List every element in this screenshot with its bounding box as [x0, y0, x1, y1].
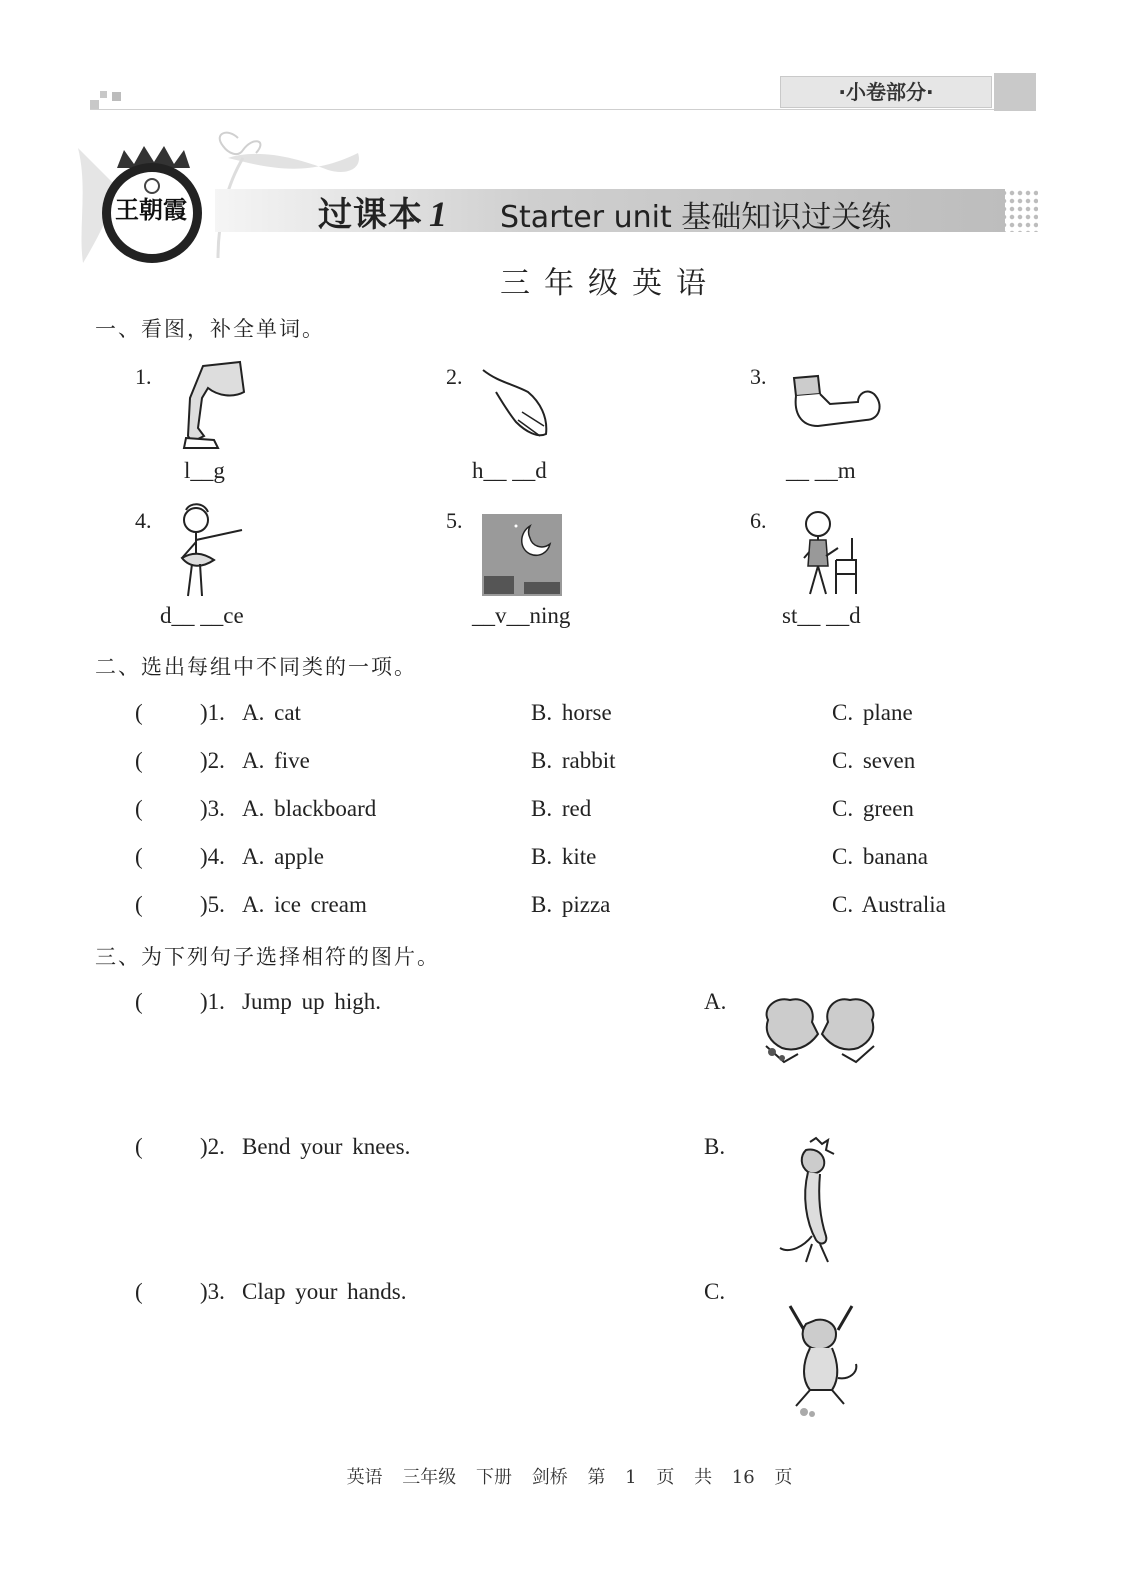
page-subtitle: 三年级英语 — [500, 266, 720, 301]
option-a: A. cat — [242, 700, 301, 725]
s1-item-number: 1. — [135, 364, 152, 389]
s1-item-number: 2. — [446, 364, 463, 389]
two-lions-clapping-icon — [758, 990, 882, 1070]
question-number: )2. — [200, 748, 225, 773]
question-number: )5. — [200, 892, 225, 917]
option-a: A. apple — [242, 844, 324, 869]
option-b: B. kite — [531, 844, 597, 869]
option-a: A. blackboard — [242, 796, 377, 821]
answer-paren: ( — [135, 844, 143, 869]
s1-item-number: 6. — [750, 508, 767, 533]
sentence: Bend your knees. — [242, 1134, 411, 1159]
hand-icon — [478, 362, 553, 442]
night-moon-icon — [482, 514, 562, 596]
banner-dots — [1000, 189, 1038, 232]
answer-paren: ( — [135, 1134, 143, 1159]
s1-word: l__g — [184, 458, 225, 483]
option-b: B. horse — [531, 700, 612, 725]
s1-word: h__ __d — [472, 458, 547, 483]
question-number: )3. — [200, 1279, 225, 1304]
option-c: C. Australia — [832, 892, 946, 917]
section2-heading: 二、选出每组中不同类的一项。 — [95, 655, 417, 679]
cat-jumping-icon — [780, 1298, 862, 1420]
title-number: 1 — [429, 194, 448, 234]
question-number: )1. — [200, 989, 225, 1014]
section-tag: ·小卷部分· — [780, 76, 992, 108]
option-b: B. red — [531, 796, 592, 821]
page-footer: 英语 三年级 下册 剑桥 第 1 页 共 16 页 — [346, 1467, 793, 1488]
title-cn — [318, 187, 448, 236]
picture-option-label: A. — [704, 989, 727, 1014]
arm-icon — [788, 372, 886, 434]
cat-reaching-up-icon — [776, 1136, 846, 1268]
sentence: Jump up high. — [242, 989, 381, 1014]
s1-word: __ __m — [786, 458, 856, 483]
title-cn-text: 过课本 — [318, 195, 423, 235]
s1-word: d__ __ce — [160, 603, 244, 628]
answer-paren: ( — [135, 989, 143, 1014]
leg-icon — [178, 358, 250, 450]
dancer-icon — [172, 500, 250, 600]
option-c: C. plane — [832, 700, 913, 725]
answer-paren: ( — [135, 700, 143, 725]
s1-word: st__ __d — [782, 603, 861, 628]
section1-heading: 一、看图，补全单词。 — [95, 317, 325, 341]
corner-square — [100, 91, 107, 98]
option-a: A. five — [242, 748, 310, 773]
corner-square — [90, 100, 99, 109]
s1-item-number: 5. — [446, 508, 463, 533]
answer-paren: ( — [135, 892, 143, 917]
title-en: Starter unit 基础知识过关练 — [500, 200, 892, 235]
picture-option-label: B. — [704, 1134, 726, 1159]
section-tag-tail — [994, 73, 1036, 111]
logo-text: 王朝霞 — [115, 195, 187, 224]
question-number: )2. — [200, 1134, 225, 1159]
stand-by-chair-icon — [796, 508, 860, 598]
question-number: )1. — [200, 700, 225, 725]
s1-word: __v__ning — [472, 603, 571, 628]
sentence: Clap your hands. — [242, 1279, 407, 1304]
question-number: )3. — [200, 796, 225, 821]
question-number: )4. — [200, 844, 225, 869]
section3-heading: 三、为下列句子选择相符的图片。 — [95, 945, 440, 969]
option-c: C. green — [832, 796, 914, 821]
option-b: B. pizza — [531, 892, 611, 917]
answer-paren: ( — [135, 1279, 143, 1304]
corner-square — [112, 92, 121, 101]
s1-item-number: 4. — [135, 508, 152, 533]
option-c: C. banana — [832, 844, 928, 869]
header-rule — [90, 109, 1035, 110]
option-c: C. seven — [832, 748, 916, 773]
answer-paren: ( — [135, 748, 143, 773]
answer-paren: ( — [135, 796, 143, 821]
option-b: B. rabbit — [531, 748, 616, 773]
option-a: A. ice cream — [242, 892, 367, 917]
s1-item-number: 3. — [750, 364, 767, 389]
picture-option-label: C. — [704, 1279, 726, 1304]
